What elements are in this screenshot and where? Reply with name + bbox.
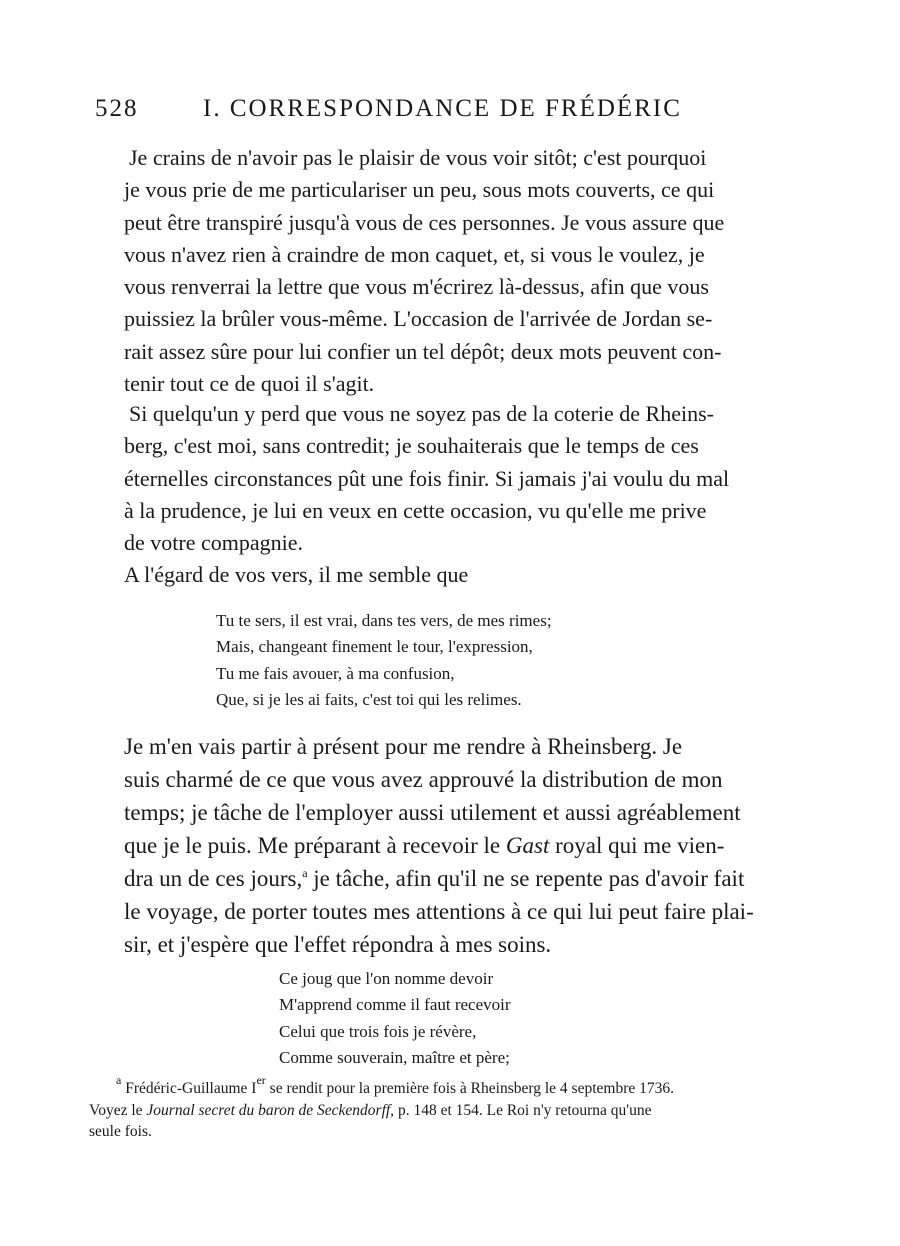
text-line: éternelles circonstances pût une fois finir. Si jamais j'ai voulu du mal bbox=[124, 465, 730, 491]
footnote-line bbox=[89, 1100, 817, 1122]
verse-line: Tu te sers, il est vrai, dans tes vers, de mes rimes; bbox=[216, 611, 552, 630]
verse-line: Comme souverain, maître et père; bbox=[279, 1047, 510, 1067]
footnote-marker: a bbox=[116, 1073, 122, 1087]
footnote-text: Voyez le bbox=[89, 1101, 147, 1119]
paragraph-2 bbox=[124, 398, 817, 559]
footnote-line bbox=[89, 1073, 817, 1100]
text-line: de votre compagnie. bbox=[124, 530, 303, 556]
text-line: berg, c'est moi, sans contredit; je souhaiterais que le temps de ces bbox=[124, 433, 699, 459]
text-line: A l'égard de vos vers, il me semble que bbox=[124, 562, 469, 588]
text-line: vous renverrai la lettre que vous m'écrirez là-dessus, afin que vous bbox=[124, 274, 709, 300]
text-line: puissiez la brûler vous-même. L'occasion de l'arrivée de Jordan se- bbox=[124, 306, 713, 332]
text-line: suis charmé de ce que vous avez approuvé la distribution de mon bbox=[124, 767, 723, 792]
verse-2 bbox=[279, 966, 511, 1071]
text-line: rait assez sûre pour lui confier un tel dépôt; deux mots peuvent con- bbox=[124, 338, 722, 364]
text-line: temps; je tâche de l'employer aussi utilement et aussi agréablement bbox=[124, 800, 741, 825]
running-header bbox=[95, 95, 815, 123]
footnote-text: p. 148 et 154. Le Roi n'y retourna qu'une bbox=[394, 1101, 652, 1119]
text-line: le voyage, de porter toutes mes attentions à ce qui lui peut faire plai- bbox=[124, 899, 754, 924]
text-line: Je m'en vais partir à présent pour me rendre à Rheinsberg. Je bbox=[124, 734, 683, 759]
text-line: vous n'avez rien à craindre de mon caquet, et, si vous le voulez, je bbox=[124, 241, 705, 267]
footnote-line: seule fois. bbox=[89, 1123, 152, 1140]
text-line: à la prudence, je lui en veux en cette occasion, vu qu'elle me prive bbox=[124, 497, 707, 523]
footnote bbox=[89, 1073, 817, 1143]
verse-line: Tu me fais avouer, à ma confusion, bbox=[216, 663, 455, 683]
text-line: sir, et j'espère que l'effet répondra à mes soins. bbox=[124, 932, 552, 957]
verse-line: Que, si je les ai faits, c'est toi qui les relimes. bbox=[216, 689, 522, 709]
paragraph-4 bbox=[124, 730, 817, 961]
footnote-text: se rendit pour la première fois à Rheinsberg le 4 septembre 1736. bbox=[265, 1080, 674, 1097]
footnote-marker: a bbox=[302, 866, 308, 880]
verse-line: M'apprend comme il faut recevoir bbox=[279, 995, 511, 1015]
footnote-text: Frédéric-Guillaume I bbox=[125, 1080, 257, 1097]
verse-line: Mais, changeant finement le tour, l'expression, bbox=[216, 637, 533, 657]
text-block-1 bbox=[124, 142, 817, 400]
running-title: I. CORRESPONDANCE DE FRÉDÉRIC bbox=[203, 95, 682, 122]
italic-term: Gast bbox=[505, 833, 550, 858]
text-segment: je tâche, afin qu'il ne se repente pas d'avoir fait bbox=[313, 866, 745, 891]
verse-line: Celui que trois fois je révère, bbox=[279, 1021, 477, 1041]
text-line: je vous prie de me particulariser un peu, sous mots couverts, ce qui bbox=[124, 177, 715, 203]
text-line: Je crains de n'avoir pas le plaisir de vous voir sitôt; c'est pourquoi bbox=[129, 145, 707, 170]
text-line: Si quelqu'un y perd que vous ne soyez pas de la coterie de Rheins- bbox=[129, 401, 714, 426]
footnote-superscript: er bbox=[256, 1073, 266, 1087]
text-line bbox=[124, 829, 817, 862]
text-block-2 bbox=[124, 398, 817, 592]
footnote-citation: Journal secret du baron de Seckendorff, bbox=[146, 1101, 395, 1119]
text-line: tenir tout ce de quoi il s'agit. bbox=[124, 371, 375, 397]
text-segment: que je le puis. Me préparant à recevoir le bbox=[124, 833, 501, 858]
verse-1 bbox=[216, 608, 552, 713]
verse-line: Ce joug que l'on nomme devoir bbox=[279, 969, 494, 988]
text-segment: dra un de ces jours, bbox=[124, 866, 303, 891]
text-segment: royal qui me vien- bbox=[555, 833, 725, 858]
text-line: peut être transpiré jusqu'à vous de ces personnes. Je vous assure que bbox=[124, 209, 725, 235]
page-number: 528 bbox=[95, 95, 139, 122]
paragraph-3 bbox=[124, 559, 817, 591]
text-line bbox=[124, 862, 817, 895]
paragraph-1 bbox=[124, 142, 817, 400]
